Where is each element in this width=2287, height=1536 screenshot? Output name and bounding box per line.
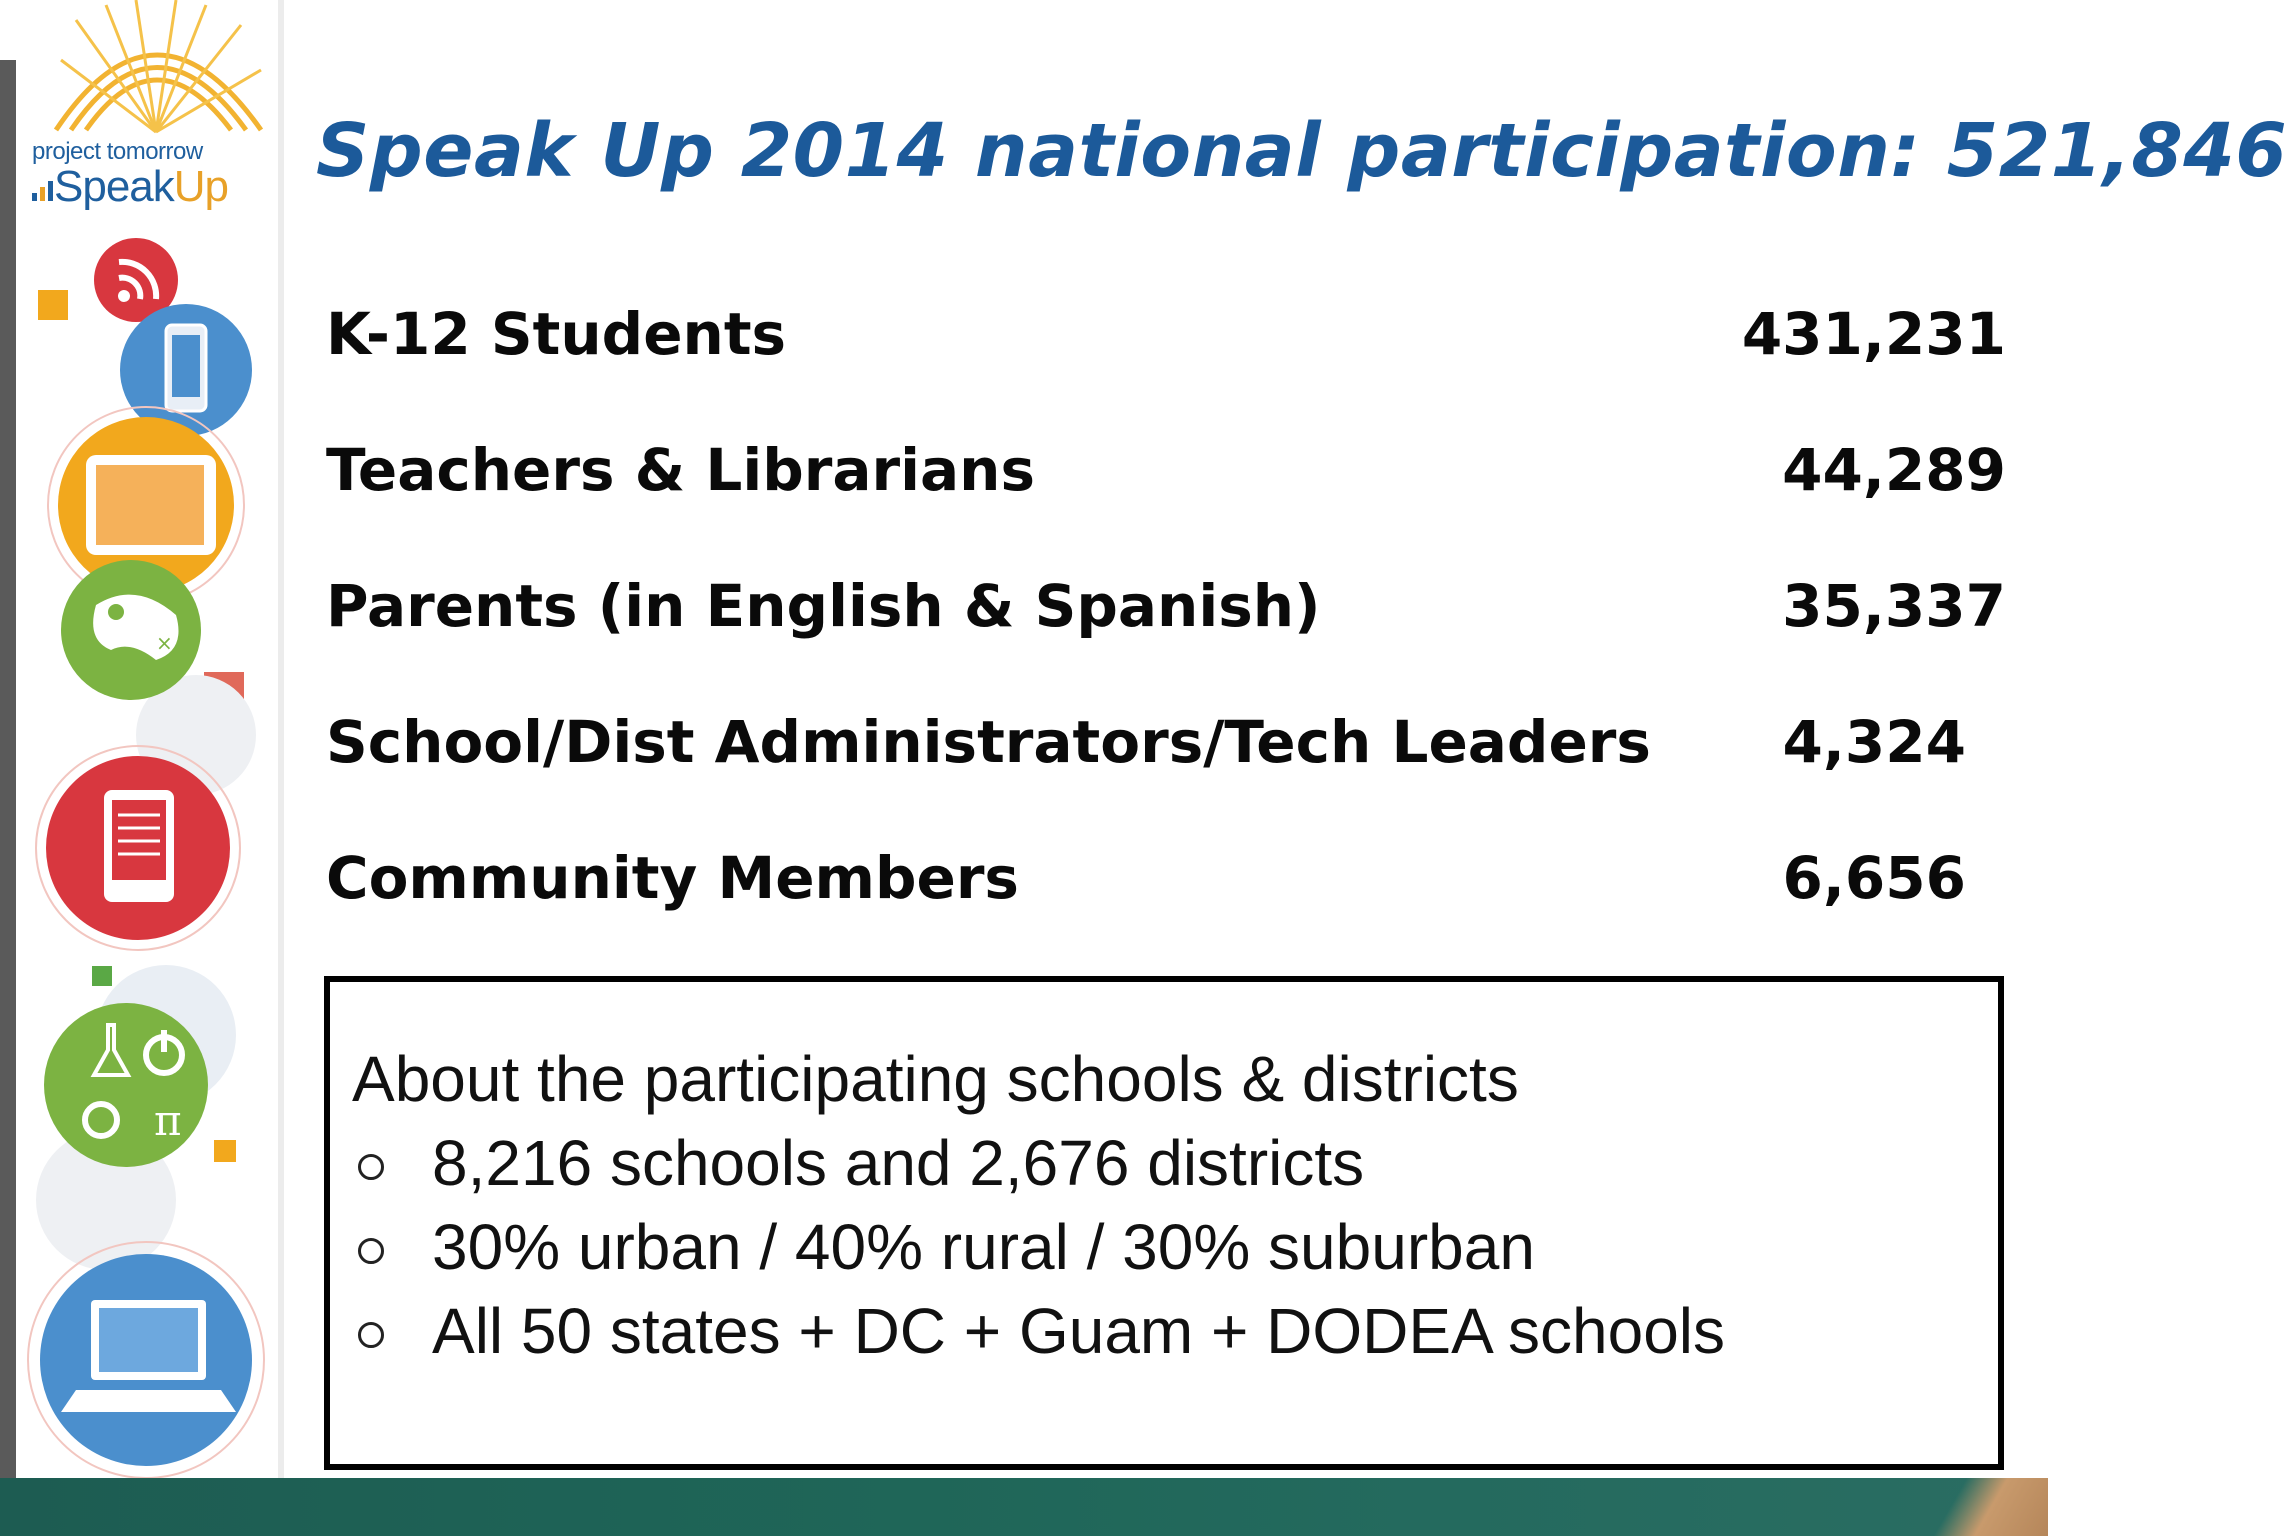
stat-value: 4,324 (1782, 708, 1966, 776)
circle-bullet-icon (358, 1154, 384, 1180)
laptop-icon (28, 1242, 264, 1478)
stat-label: Teachers & Librarians (326, 436, 1035, 504)
stat-row-community (326, 844, 2006, 924)
sidebar-icons-graphic (16, 0, 284, 1480)
gamepad-icon (61, 560, 201, 700)
stat-value: 44,289 (1782, 436, 2006, 504)
sunburst-logo-icon (56, 0, 261, 132)
circle-bullet-icon (358, 1238, 384, 1264)
stat-row-students (326, 300, 2006, 380)
about-item-text: 8,216 schools and 2,676 districts (432, 1127, 1365, 1199)
circle-bullet-icon (358, 1322, 384, 1348)
chalkboard-background-strip (0, 1478, 2048, 1536)
stat-row-administrators (326, 708, 2006, 788)
stat-label: Community Members (326, 844, 1019, 912)
about-item-text: All 50 states + DC + Guam + DODEA schools (432, 1295, 1725, 1367)
logo-up-text: Up (173, 162, 229, 211)
speakup-logo (32, 138, 282, 211)
svg-text:×: × (156, 631, 173, 655)
svg-text:π: π (154, 1096, 182, 1145)
stat-value: 431,231 (1741, 300, 2006, 368)
logo-project-tomorrow: project tomorrow (32, 138, 203, 165)
science-icon (44, 1003, 208, 1167)
stat-value: 35,337 (1782, 572, 2006, 640)
stat-row-teachers (326, 436, 2006, 516)
stat-value: 6,656 (1782, 844, 1966, 912)
hand-graphic (1918, 1478, 2048, 1536)
stat-label: School/Dist Administrators/Tech Leaders (326, 708, 1651, 776)
about-heading: About the participating schools & districts (352, 1043, 1519, 1115)
slide-title: Speak Up 2014 national participation: 521,846 (316, 108, 2287, 194)
decorative-sidebar (16, 0, 284, 1480)
slide-left-edge (0, 60, 16, 1480)
stat-label: Parents (in English & Spanish) (326, 572, 1321, 640)
about-schools-box (324, 976, 2004, 1470)
logo-speakup (32, 162, 282, 211)
stat-row-parents (326, 572, 2006, 652)
about-item-text: 30% urban / 40% rural / 30% suburban (432, 1211, 1535, 1283)
stat-label: K-12 Students (326, 300, 787, 368)
logo-bars-icon (32, 166, 54, 188)
logo-speak-text: Speak (54, 162, 174, 211)
